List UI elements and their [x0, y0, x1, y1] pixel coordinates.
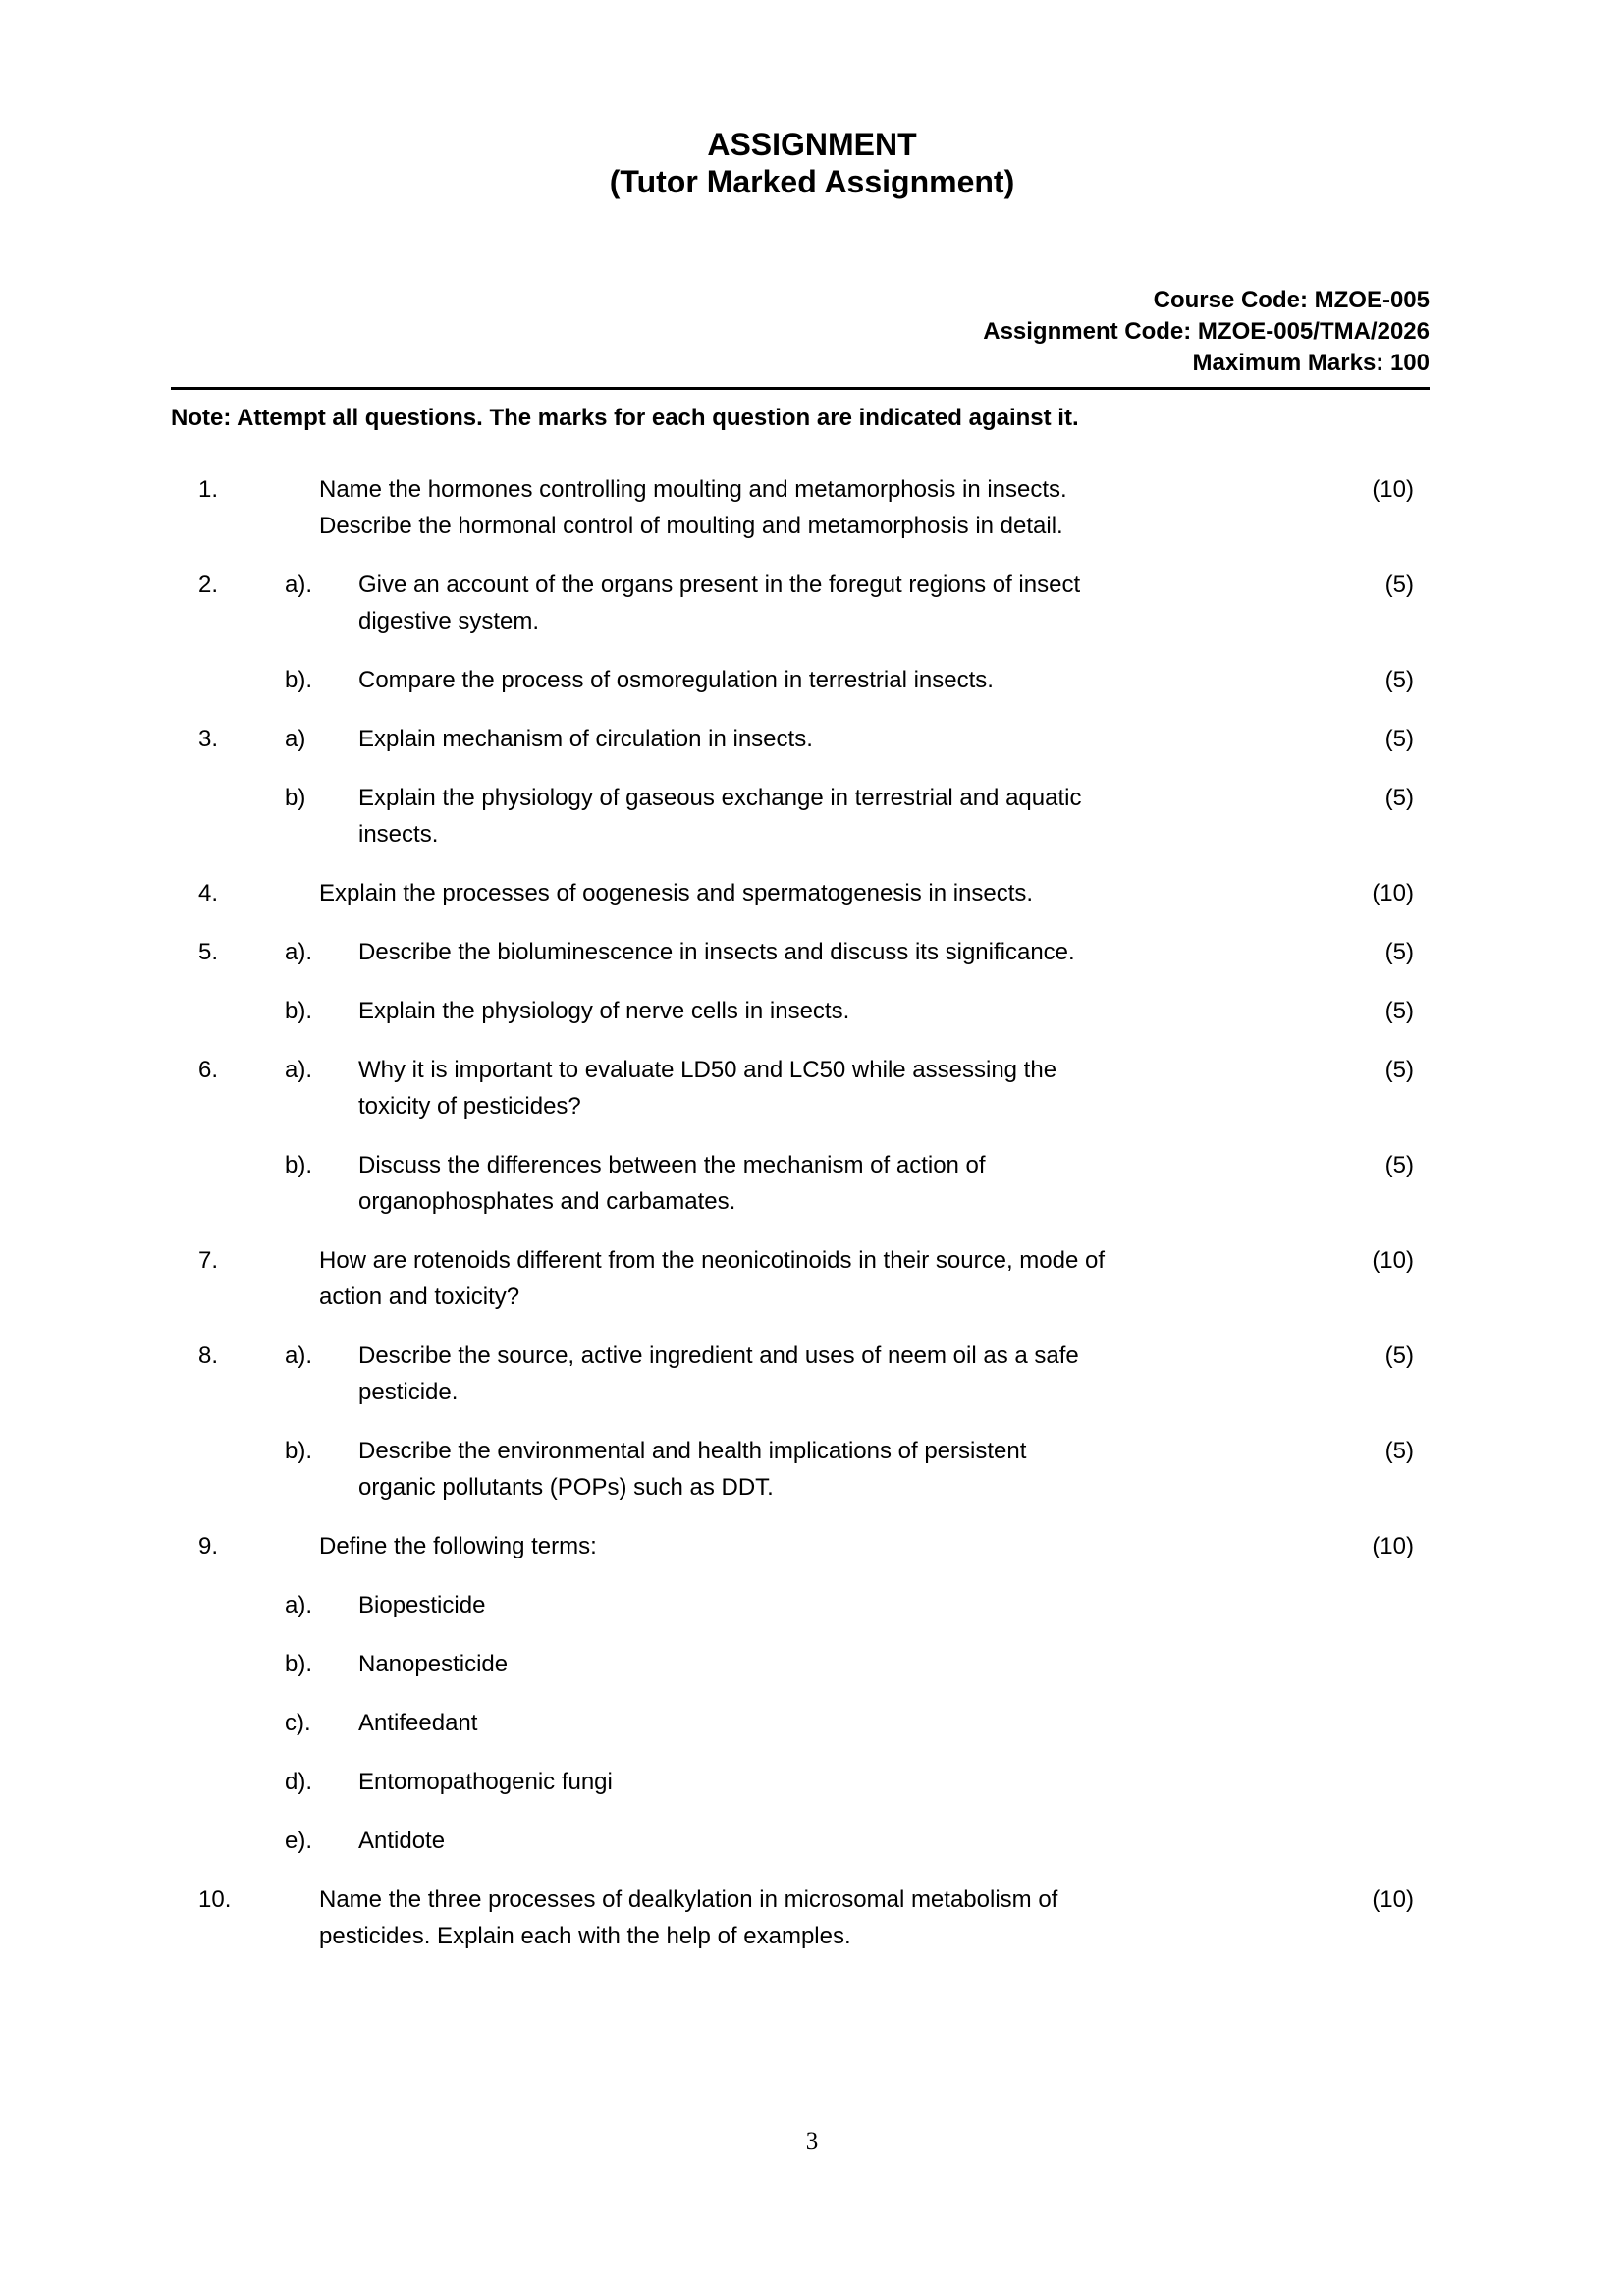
question-marks: (5) — [1384, 1152, 1414, 1178]
question-9c-row — [171, 1705, 1430, 1741]
question-number: 10. — [198, 1886, 232, 1913]
question-list — [171, 471, 1430, 1954]
question-number: 2. — [198, 572, 219, 598]
question-5a-row — [171, 934, 1430, 970]
question-marks: (5) — [1384, 1057, 1414, 1083]
question-9a-row — [171, 1587, 1430, 1623]
question-part-text: Biopesticide — [358, 1592, 486, 1618]
question-marks: (10) — [1372, 1247, 1414, 1274]
question-part-letter: a). — [285, 1057, 313, 1083]
note-line: Note: Attempt all questions. The marks for each question are indicated against it. — [171, 405, 1079, 431]
question-marks: (5) — [1384, 939, 1414, 965]
horizontal-rule — [171, 387, 1430, 390]
question-text: Define the following terms: — [319, 1533, 597, 1559]
question-part-text: Why it is important to evaluate LD50 and LC50 while assessing the toxicity of pesticides? — [358, 1057, 1057, 1120]
question-part-text: Describe the source, active ingredient and uses of neem oil as a safe pesticide. — [358, 1342, 1079, 1405]
question-marks: (10) — [1372, 880, 1414, 906]
question-1-row — [171, 471, 1430, 544]
question-marks: (5) — [1384, 726, 1414, 752]
question-9d-row — [171, 1764, 1430, 1800]
question-part-letter: a). — [285, 572, 313, 598]
question-text: Name the three processes of dealkylation in microsomal metabolism of pesticides. Explain each with the help of examples. — [319, 1886, 1058, 1949]
question-number: 6. — [198, 1057, 219, 1083]
question-8b-row — [171, 1433, 1430, 1505]
question-part-letter: c). — [285, 1710, 311, 1736]
question-text: Explain the processes of oogenesis and spermatogenesis in insects. — [319, 880, 1034, 906]
page-title: ASSIGNMENT — [707, 127, 917, 162]
question-6b-row — [171, 1147, 1430, 1220]
question-number: 8. — [198, 1342, 219, 1369]
question-number: 9. — [198, 1533, 219, 1559]
question-6a-row — [171, 1052, 1430, 1124]
question-10-row — [171, 1882, 1430, 1954]
question-4-row — [171, 875, 1430, 911]
question-part-letter: a). — [285, 1592, 313, 1618]
question-part-text: Antifeedant — [358, 1710, 478, 1736]
question-part-text: Explain the physiology of gaseous exchange in terrestrial and aquatic insects. — [358, 785, 1082, 847]
question-3b-row — [171, 780, 1430, 852]
question-2b-row — [171, 662, 1430, 698]
question-marks: (5) — [1384, 667, 1414, 693]
question-part-letter: b). — [285, 1438, 313, 1464]
question-part-text: Explain mechanism of circulation in insects. — [358, 726, 813, 752]
question-part-text: Entomopathogenic fungi — [358, 1769, 613, 1795]
question-part-text: Describe the bioluminescence in insects and discuss its significance. — [358, 939, 1075, 965]
page-footer — [0, 2123, 1624, 2159]
question-9b-row — [171, 1646, 1430, 1682]
question-3a-row — [171, 721, 1430, 757]
course-code: Course Code: MZOE-005 — [1153, 287, 1430, 313]
question-text: How are rotenoids different from the neonicotinoids in their source, mode of action and toxicity? — [319, 1247, 1105, 1310]
question-number: 5. — [198, 939, 219, 965]
question-part-letter: d). — [285, 1769, 313, 1795]
question-marks: (5) — [1384, 572, 1414, 598]
question-part-letter: e). — [285, 1828, 313, 1854]
question-marks: (5) — [1384, 998, 1414, 1024]
question-marks: (10) — [1372, 1886, 1414, 1913]
question-part-text: Nanopesticide — [358, 1651, 509, 1677]
question-part-letter: a). — [285, 939, 313, 965]
question-part-text: Antidote — [358, 1828, 446, 1854]
question-part-text: Give an account of the organs present in the foregut regions of insect digestive system. — [358, 572, 1081, 634]
question-marks: (5) — [1384, 1438, 1414, 1464]
question-number: 4. — [198, 880, 219, 906]
question-part-letter: b). — [285, 998, 313, 1024]
question-marks: (10) — [1372, 476, 1414, 503]
question-part-letter: a) — [285, 726, 306, 752]
course-meta — [171, 285, 1430, 379]
question-part-text: Explain the physiology of nerve cells in insects. — [358, 998, 850, 1024]
assignment-code: Assignment Code: MZOE-005/TMA/2026 — [983, 318, 1430, 345]
question-5b-row — [171, 993, 1430, 1029]
page-number: 3 — [805, 2128, 819, 2155]
question-part-letter: b). — [285, 1152, 313, 1178]
question-part-text: Compare the process of osmoregulation in terrestrial insects. — [358, 667, 994, 693]
question-part-letter: b) — [285, 785, 306, 811]
question-number: 7. — [198, 1247, 219, 1274]
page-subtitle: (Tutor Marked Assignment) — [609, 164, 1015, 199]
question-marks: (10) — [1372, 1533, 1414, 1559]
document-header — [0, 0, 1624, 200]
question-number: 1. — [198, 476, 219, 503]
question-marks: (5) — [1384, 1342, 1414, 1369]
question-part-letter: b). — [285, 1651, 313, 1677]
question-2a-row — [171, 567, 1430, 639]
question-part-text: Describe the environmental and health implications of persistent organic pollutants (POPs) such as DDT. — [358, 1438, 1027, 1501]
question-number: 3. — [198, 726, 219, 752]
question-marks: (5) — [1384, 785, 1414, 811]
question-8a-row — [171, 1338, 1430, 1410]
question-part-text: Discuss the differences between the mechanism of action of organophosphates and carbamates. — [358, 1152, 986, 1215]
question-9e-row — [171, 1823, 1430, 1859]
question-9-row — [171, 1528, 1430, 1564]
question-part-letter: b). — [285, 667, 313, 693]
question-text: Name the hormones controlling moulting and metamorphosis in insects. Describe the hormonal control of moulting and metamorphosis in detail. — [319, 476, 1067, 539]
question-part-letter: a). — [285, 1342, 313, 1369]
question-7-row — [171, 1242, 1430, 1315]
maximum-marks: Maximum Marks: 100 — [1192, 350, 1430, 376]
document-content — [171, 285, 1430, 1954]
